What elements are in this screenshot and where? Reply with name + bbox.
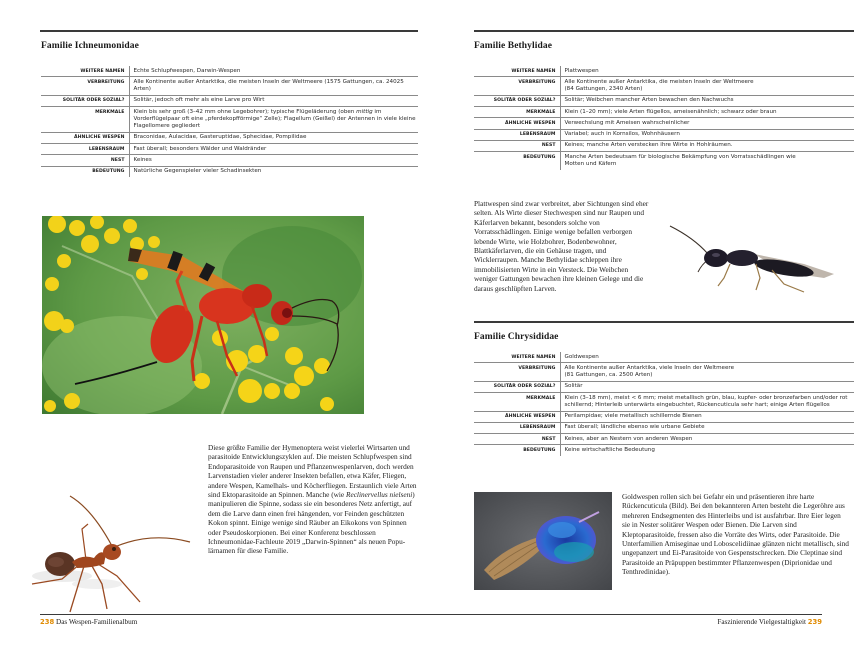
fact-key: VERBREITUNG	[474, 363, 560, 382]
top-rule	[474, 30, 854, 32]
fact-row	[41, 144, 418, 155]
fact-row	[474, 66, 854, 77]
fact-row	[41, 155, 418, 166]
fact-key: MERKMALE	[474, 393, 560, 412]
fact-key: VERBREITUNG	[474, 77, 560, 96]
fact-key: LEBENSRAUM	[41, 144, 129, 155]
fact-value: Perilampidae; viele metallisch schillernde Bienen	[560, 411, 854, 422]
fact-row	[474, 118, 854, 129]
body-text-ichneumonidae: Diese größte Familie der Hymenoptera weist vielerlei Wirtsarten und parasitoide Entwicklungszyklen auf. Die meisten Schlupfwespen sind Endoparasitoide von Raupen und Pflanzenwespenlarven, doch werden Larvenstadien vieler anderer Insekten befallen, etwa Käfer, Fliegen, andere Wespen, Kamelhals- und Köcherfliegen. Erstaunlich viele Arten sind Ektoparasitoide an Spinnen. Manche (wie Reclinervellus nielseni) manipulieren die Spinne, sodass sie ein besonderes Netz anfertigt, auf dem die Larve dann einen frei hängenden, vor Feinden geschützten Kokon spinnt. Einige wenige sind Räuber an Eikokons von Spinnen oder Pseudoskorpionen. Bei einer Konferenz beschlossen Ichneumonidae-Fachleute 2019 „Darwin-Spinnen“ als neuen Populärnamen für diese Familie.	[208, 443, 417, 556]
ichneumon-wasp-illustration	[42, 216, 364, 414]
fact-row	[474, 129, 854, 140]
photo-ichneumon-wasp	[42, 216, 364, 414]
section-rule	[474, 321, 854, 323]
photo-cuckoo-wasp	[474, 492, 612, 590]
fact-value: Klein (1–20 mm); viele Arten flügellos, ameisenähnlich; schwarz oder braun	[560, 107, 854, 118]
fact-value: Klein bis sehr groß (3–42 mm ohne Legebohrer); typische Flügeläderung (oben mittig im Vorderflügelpaar oft eine „pferdekopfförmige“ Zelle); Flagellum (Geißel) der Antennen in viele kleine Flagellomere gegliedert	[129, 107, 418, 133]
body-text-bethylidae: Plattwespen sind zwar verbreitet, aber Sichtungen sind eher selten. Als Wirte dieser Stechwespen sind nur Raupen und Käferlarven bekannt, besonders solche von Vorratsschädlingen. Einige wenige befallen verborgen lebende Wirte, wie Holzbohrer, Bodenbewohner, Blattkäferlarven, die ein Gehäuse tragen, und Wicklerraupen. Manche Bethylidae schleppen ihre immobilisierten Wirte in ein Versteck. Die Weibchen weniger Gattungen bewachen ihre kleinen Gelege und die daraus geschlüpften Larven.	[474, 199, 649, 293]
fact-row	[41, 132, 418, 143]
fact-value: Braconidae, Aulacidae, Gasteruptidae, Sphecidae, Pompilidae	[129, 132, 418, 143]
fact-key: MERKMALE	[41, 107, 129, 133]
fact-row	[474, 434, 854, 445]
right-page	[432, 0, 864, 648]
fact-row	[474, 363, 854, 382]
fact-row	[474, 152, 854, 170]
fact-value: Alle Kontinente außer Antarktika, die meisten Inseln der Weltmeere (84 Gattungen, 2340 Arten)	[560, 77, 854, 96]
fact-row	[41, 95, 418, 106]
fact-key: VERBREITUNG	[41, 77, 129, 96]
fact-value: Keine wirtschaftliche Bedeutung	[560, 445, 854, 456]
photo-ant-wasp	[22, 484, 198, 614]
fact-value: Natürliche Gegenspieler vieler Schadinsekten	[129, 166, 418, 177]
facts-table-chrysididae	[474, 352, 854, 456]
page-number: 239	[807, 618, 822, 626]
fact-value: Solitär	[560, 381, 854, 392]
fact-value: Variabel; auch in Kornsilos, Wohnhäusern	[560, 129, 854, 140]
fact-key: SOLITÄR ODER SOZIAL?	[474, 95, 560, 106]
fact-row	[41, 66, 418, 77]
fact-value: Keines; manche Arten verstecken ihre Wirte in Hohlräumen.	[560, 140, 854, 151]
fact-key: NEST	[474, 434, 560, 445]
fact-value: Alle Kontinente außer Antarktika, viele Inseln der Weltmeere (81 Gattungen, ca. 2500 Arten)	[560, 363, 854, 382]
fact-row	[474, 352, 854, 363]
fact-value: Solitär, jedoch oft mehr als eine Larve pro Wirt	[129, 95, 418, 106]
family-title-chrysididae: Familie Chrysididae	[474, 332, 559, 342]
fact-key: SOLITÄR ODER SOZIAL?	[474, 381, 560, 392]
fact-value: Klein (3–18 mm), meist < 6 mm; meist metallisch grün, blau, kupfer- oder bronzefarben und/oder rot schillernd; Hinterleib unterwärts eingebuchtet, Rückencuticula sehr hart; einige Arten flügellos	[560, 393, 854, 412]
section-title: Das Wespen-Familienalbum	[56, 618, 138, 626]
fact-key: WEITERE NAMEN	[41, 66, 129, 77]
footer-rule	[40, 614, 432, 615]
fact-row	[474, 422, 854, 433]
fact-key: WEITERE NAMEN	[474, 352, 560, 363]
family-title-bethylidae: Familie Bethylidae	[474, 41, 553, 51]
fact-key: ÄHNLICHE WESPEN	[474, 411, 560, 422]
footer-rule	[432, 614, 822, 615]
fact-row	[41, 166, 418, 177]
fact-value: Keines	[129, 155, 418, 166]
fact-key: NEST	[474, 140, 560, 151]
fact-row	[474, 411, 854, 422]
fact-value: Verwechslung mit Ameisen wahrscheinlicher	[560, 118, 854, 129]
fact-key: WEITERE NAMEN	[474, 66, 560, 77]
facts-table-bethylidae	[474, 66, 854, 170]
fact-key: ÄHNLICHE WESPEN	[474, 118, 560, 129]
body-text-chrysididae: Goldwespen rollen sich bei Gefahr ein und präsentieren ihre harte Rückencuticula (Bild). Bei den bekannteren Arten besteht die Legeröhre aus mehreren Endsegmenten des Hinterleibs und ist ausfahrbar. Ihre Eier legen sie in Nester solitärer Wespen oder Bienen. Die Larven sind Kleptoparasitoide, fressen also die Vorräte des Wirts, oder Parasitoide. Die Unterfamilien Amiseginae und Loboscelidiinae glänzen nicht metallisch, sind ungepanzert und Ei-Parasitoide von Gespenstschrecken. Die Cleptinae sind Parasitoide an Präpuppen bestimmter Pflanzenwespen (Diprionidae und Tenthredinidae).	[622, 492, 849, 577]
fact-key: BEDEUTUNG	[523, 154, 556, 160]
fact-value: Fast überall; ländliche ebenso wie urbane Gebiete	[560, 422, 854, 433]
fact-row	[474, 95, 854, 106]
fact-row	[474, 381, 854, 392]
fact-row	[474, 445, 854, 456]
fact-row	[474, 107, 854, 118]
fact-value: Keines, aber an Nestern von anderen Wespen	[560, 434, 854, 445]
fact-key: BEDEUTUNG	[523, 447, 556, 453]
fact-value: Echte Schlupfwespen, Darwin-Wespen	[129, 66, 418, 77]
fact-row	[41, 107, 418, 133]
fact-row	[474, 140, 854, 151]
footer-left	[40, 618, 137, 626]
fact-key: LEBENSRAUM	[474, 129, 560, 140]
footer-right	[717, 618, 822, 626]
fact-value: Manche Arten bedeutsam für biologische Bekämpfung von Vorratsschädlingen wie Motten und Käfern	[560, 152, 854, 170]
fact-value: Solitär; Weibchen mancher Arten bewachen den Nachwuchs	[560, 95, 854, 106]
fact-key: SOLITÄR ODER SOZIAL?	[41, 95, 129, 106]
ant-wasp-illustration	[22, 484, 198, 614]
fact-row	[474, 393, 854, 412]
fact-key: BEDEUTUNG	[92, 169, 125, 175]
page-number: 238	[40, 618, 55, 626]
cuckoo-wasp-illustration	[474, 492, 612, 590]
photo-bethylid-wasp	[664, 216, 844, 300]
fact-key: LEBENSRAUM	[474, 422, 560, 433]
fact-value: Alle Kontinente außer Antarktika, die meisten Inseln der Weltmeere (1575 Gattungen, ca. 24025 Arten)	[129, 77, 418, 96]
fact-value: Plattwespen	[560, 66, 854, 77]
fact-key: ÄHNLICHE WESPEN	[41, 132, 129, 143]
bethylid-wasp-illustration	[664, 216, 844, 300]
fact-value: Fast überall; besonders Wälder und Waldränder	[129, 144, 418, 155]
fact-key: MERKMALE	[474, 107, 560, 118]
fact-row	[41, 77, 418, 96]
top-rule	[40, 30, 418, 32]
section-title: Faszinierende Vielgestaltigkeit	[717, 618, 806, 626]
family-title-ichneumonidae: Familie Ichneumonidae	[41, 41, 139, 51]
fact-row	[474, 77, 854, 96]
facts-table-ichneumonidae	[41, 66, 418, 177]
fact-key: NEST	[41, 155, 129, 166]
fact-value: Goldwespen	[560, 352, 854, 363]
